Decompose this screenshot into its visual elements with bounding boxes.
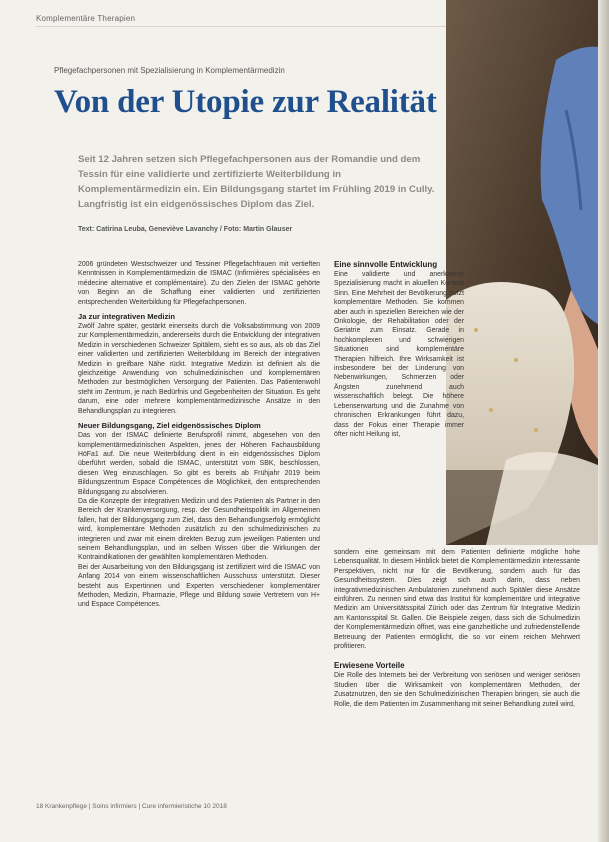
- paragraph: sondern eine gemeinsam mit dem Patienten definierte mögliche hohe Lebensqualität. In diesem Hinblick bietet die Komplementärmedizin interessante Perspektiven, nicht nur für die Bevölkerung, sondern auch für das Gesundheitssystem. Dies zeigt sich auch darin, dass neben integrativmedizinischen Ambulatorien zunehmend auch Spitäler diese Ansätze einführen. Zu nennen sind etwa das Institut für komplementäre und integrative Medizin am Universitätsspital Zürich oder das Zentrum für Integrative Medizin am Kantonsspital St. Gallen. Die Beispiele zeigen, dass sich die Schulmedizin der Komplementärmedizin öffnet, was eine ganzheitliche und zufriedenstellende Betreuung der Patienten ermöglicht, die so vor einem reichen Mehrwert profitieren.: [334, 549, 580, 651]
- paragraph: Da die Konzepte der integrativen Medizin und des Patienten als Partner in den Bereich der Krankenversorgung, resp. der Gesundheitspolitik im Allgemeinen fallen, hat der Bildungsgang zum Ziel, dass den Behandlungserfolg ermöglicht wird, komplementäre Methoden zusätzlich zu den schulmedizinischen zu integrieren und zwar mit einem direkten Bezug zum jeweiligen Patienten und seinem Behandlungsplan, und im selben Wissen über die Wirkungen der Kontraindikationen der gewählten komplementären Methoden.: [78, 497, 320, 562]
- kicker: Pflegefachpersonen mit Spezialisierung in Komplementärmedizin: [54, 66, 285, 75]
- article-column-2-continued: [334, 548, 580, 709]
- lead-paragraph: Seit 12 Jahren setzen sich Pflegefachpersonen aus der Romandie und dem Tessin für eine validierte und zertifizierte Weiterbildung in Komplementärmedizin ein. Ein Bildungsgang startet im Frühling 2019 in Cully. Langfristig ist ein eidgenössisches Diplom das Ziel.: [78, 154, 435, 210]
- page-gutter: [598, 0, 609, 842]
- page-title: Von der Utopie zur Realität: [54, 84, 437, 120]
- paragraph: Das von der ISMAC definierte Berufsprofil nimmt, abgesehen von den komplementärmedizinischen Aspekten, jenes der Höheren Fachausbildung HöFa1 auf. Die neue Weiterbildung dient in ein eidgenössisches Diplom überführt werden, sobald die ISMAC, unterstützt vom SBK, beschlossen, diesen Weg einzuschlagen. So gibt es bereits ab Frühjahr 2019 beim Bildungszentrum Espace Compétences die Möglichkeit, den entsprechenden Bildungsgang zu absolvieren.: [78, 432, 320, 496]
- subheading-bildungsgang: Neuer Bildungsgang, Ziel eidgenössisches Diplom: [78, 421, 261, 431]
- intro-paragraph: 2006 gründeten Westschweizer und Tessiner Pflegefachfrauen mit vertieften Kenntnissen in Komplementärmedizin die ISMAC (Infirmières spécialisées en médecine alternative et complémentaire). Zu den Zielen der ISMAC gehörte von Beginn an die Schaffung einer validierten und zertifizierten entsprechenden Weiterbildung für Pflegefachpersonen.: [78, 261, 320, 306]
- paragraph: Die Rolle des Internets bei der Verbreitung von seriösen und weniger seriösen Studien über die Wirksamkeit von komplementären Methoden, der Zusatznutzen, den sie den Schulmedizinischen Therapien bringen, sie auch die Rolle, die dem Patienten im Zusammenhang mit seiner Behandlung zuteil wird,: [334, 672, 580, 708]
- paragraph: Zwölf Jahre später, gestärkt einerseits durch die Volksabstimmung von 2009 zur Komplementärmedizin, andererseits durch die Entwicklung der integrativen Medizin in verschiedenen Schweizer Spitälern, sieht es so aus, als ob das Ziel einer validierten und zertifizierten Weiterbildung im Bereich der integrativen Medizin in greifbare Nähe rückt. Integrative Medizin ist definiert als die gleichzeitige Anwendung von schulmedizinischen und komplementären Methoden zur bestmöglichen Versorgung der Patienten. Das Patientenwohl steht im Zentrum, je nach Bedürfnis und Gegebenheiten der Situation. Es geht darum, eine oder mehrere komplementärmedizinische Ansätze in den Behandlungsplan zu integrieren.: [78, 323, 320, 415]
- byline: Text: Catirina Leuba, Geneviève Lavanchy / Foto: Martin Glauser: [78, 226, 293, 233]
- article-column-1: [78, 260, 320, 610]
- article-photo: [446, 0, 609, 545]
- subheading-integrative: Ja zur integrativen Medizin: [78, 312, 176, 322]
- section-label: Komplementäre Therapien: [36, 14, 136, 23]
- page-footer: 18 Krankenpflege | Soins infirmiers | Cure infermieristiche 10 2018: [36, 803, 227, 810]
- paragraph: Eine validierte und anerkannte Spezialisierung macht in akuellen Kontext Sinn. Eine Mehrheit der Bevölkerung nutzt komplementäre Methoden. Sie kommen aber auch in speziellen Bereichen wie der Onkologie, der Rehabilitation oder der Geriatrie zum Einsatz. Gerade in hochkomplexen und schwierigen Situationen sind komplementäre Therapien hilfreich. Ihre Wirksamkeit ist insbesondere bei der Linderung von Nebenwirkungen, Schmerzen oder Ängsten zunehmend auch wissenschaftlich belegt. Die höhere Lebenserwartung und die Zunahme von chronischen Erkrankungen führt dazu, dass der Fokus einer Therapie immer öfter nicht Heilung ist,: [334, 271, 464, 438]
- subheading-entwicklung: Eine sinnvolle Entwicklung: [334, 260, 438, 269]
- subheading-vorteile: Erwiesene Vorteile: [334, 661, 405, 671]
- paragraph: Bei der Ausarbeitung von den Bildungsgang ist zertifiziert wird die ISMAC von Anfang 2014 von einem wissenschaftlichen Ausschuss unterstützt. Dieser besteht aus Expertinnen und Experten verschiedener komplementärer Methoden, Medizin, Pharmazie, Pflege und Bildung sowie Vertretern von H+ und Espace Compétences.: [78, 563, 320, 609]
- article-column-2: [334, 260, 464, 439]
